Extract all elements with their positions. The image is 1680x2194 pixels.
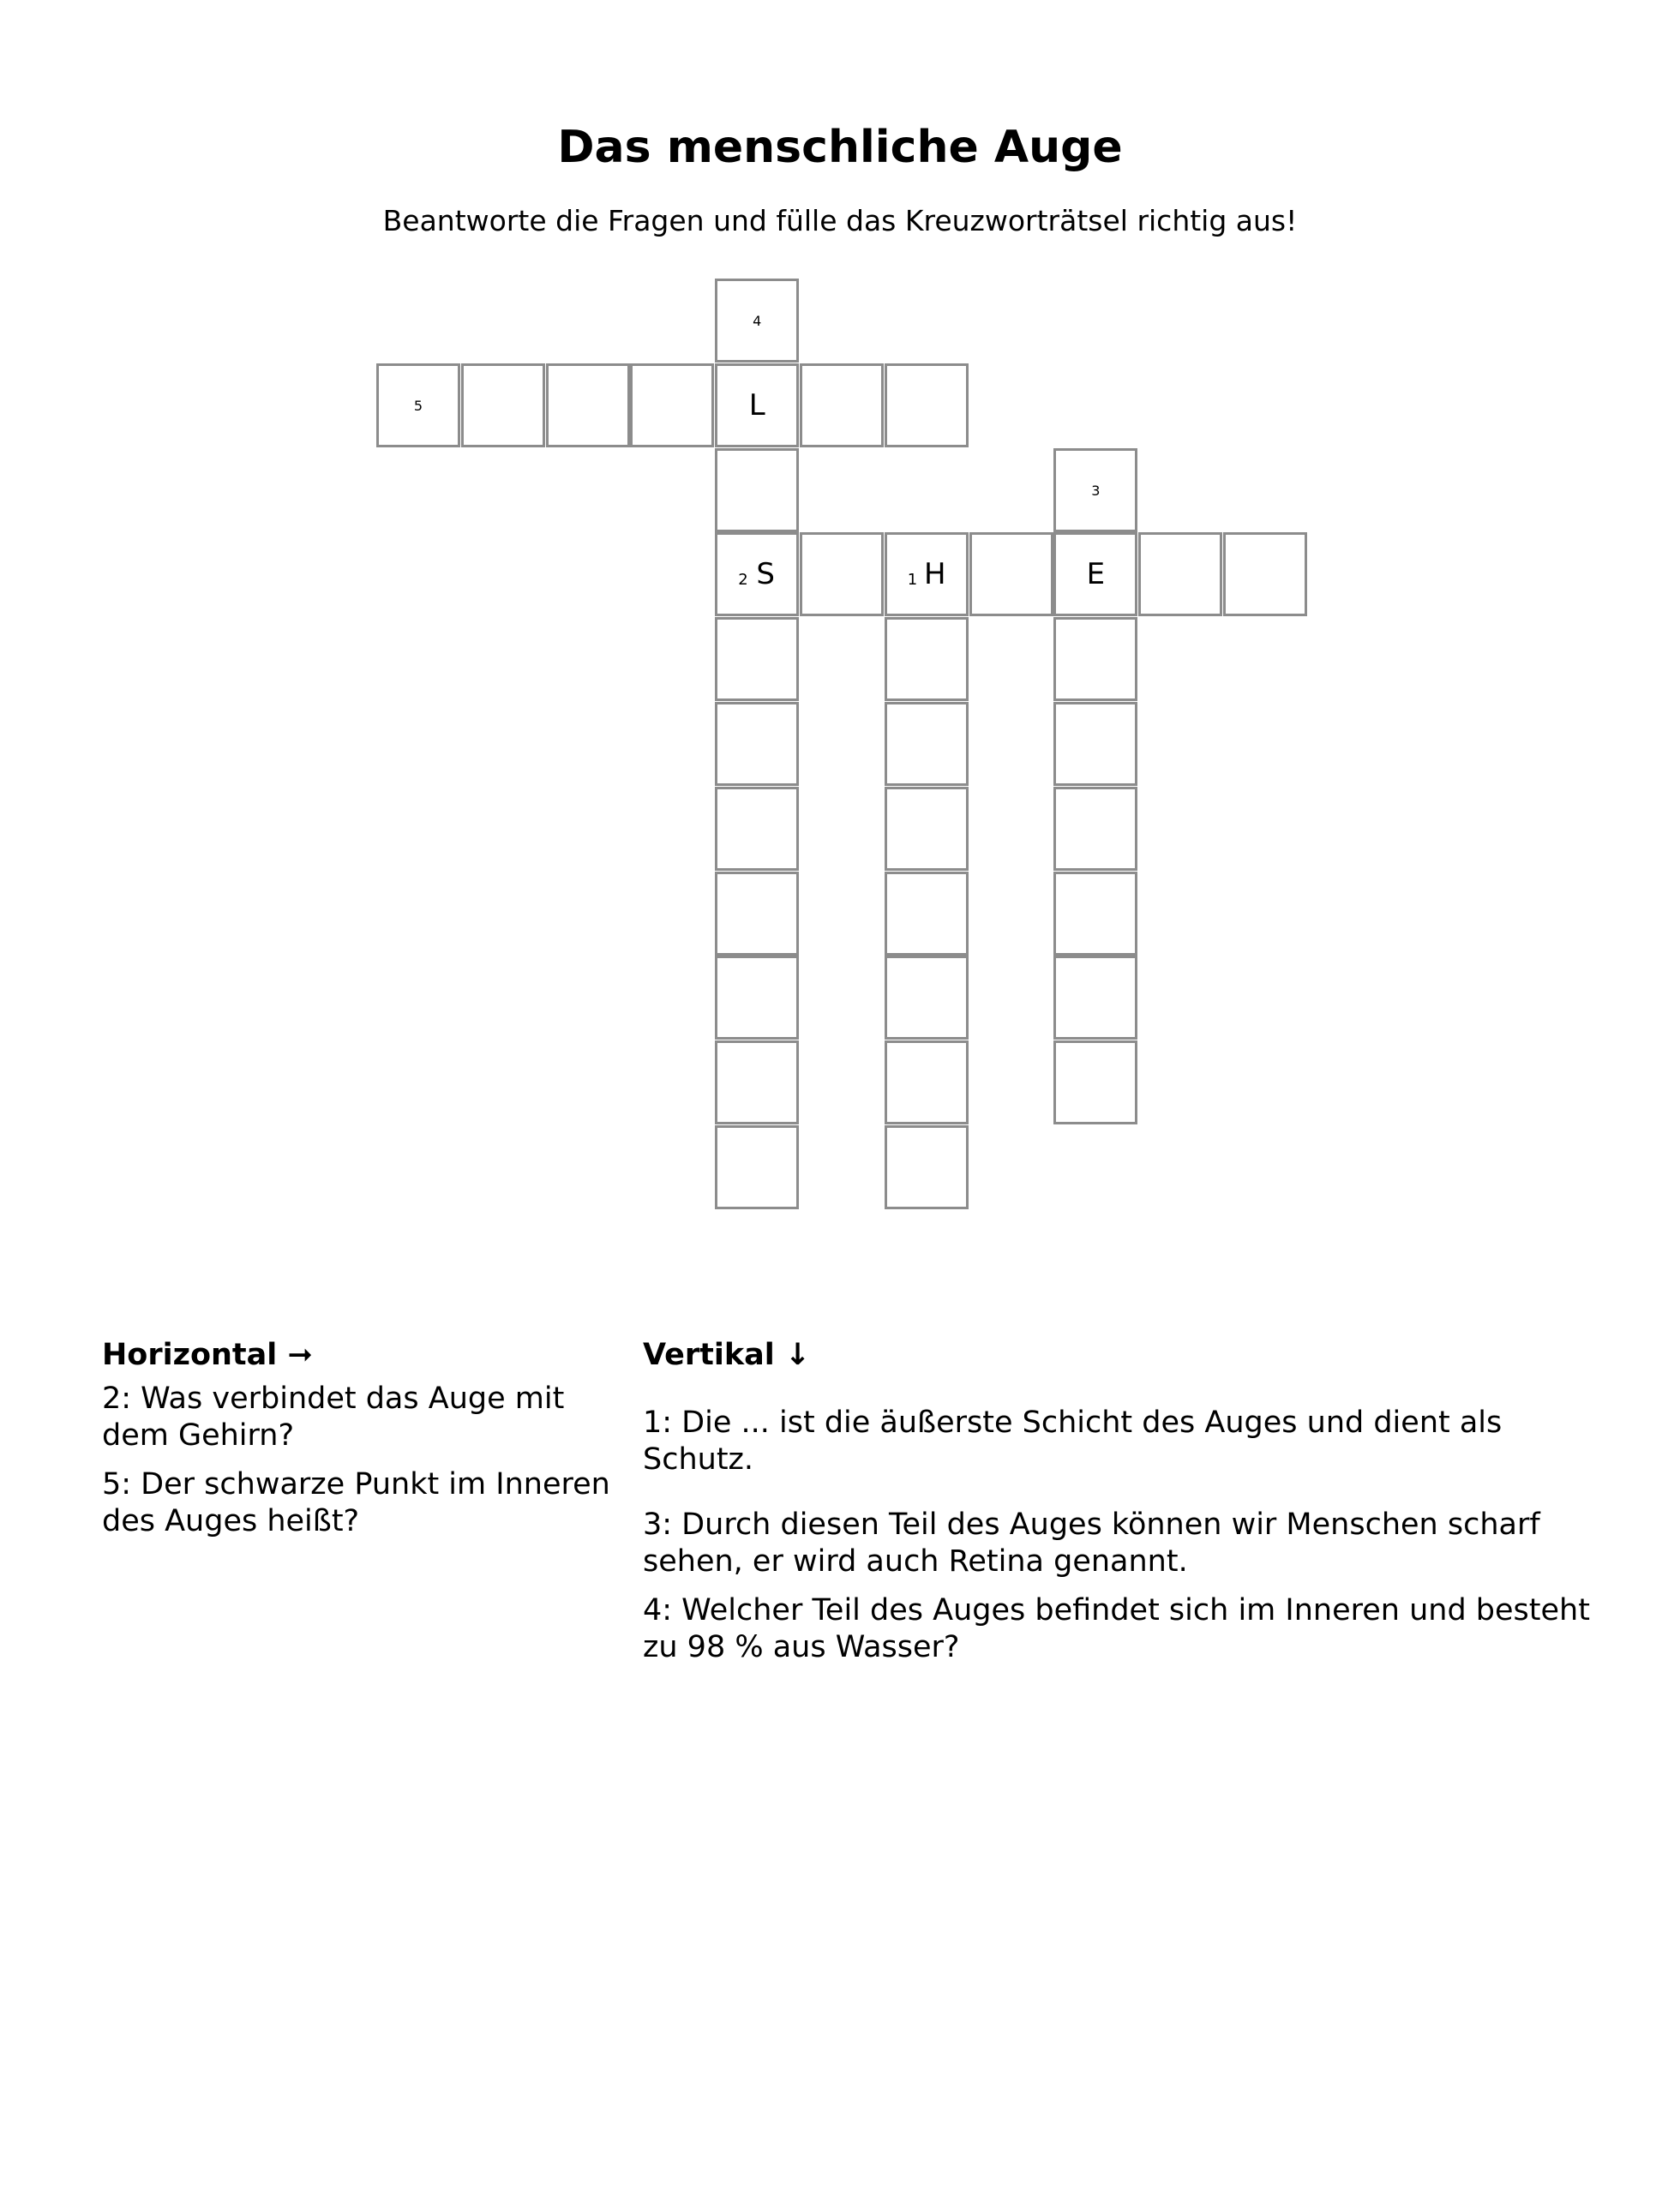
crossword-cell[interactable]: [715, 1040, 799, 1124]
crossword-cell[interactable]: [800, 363, 884, 447]
crossword-cell[interactable]: [885, 532, 969, 616]
crossword-cell[interactable]: [715, 956, 799, 1040]
given-letter: L: [748, 387, 765, 423]
horizontal-clues: [102, 1337, 625, 1552]
clue-1: 1: Die ... ist die äußerste Schicht des Auges und dient als Schutz.: [643, 1406, 1503, 1477]
vertical-clues: [643, 1337, 1611, 1678]
crossword-cell[interactable]: [715, 1125, 799, 1209]
clue-2: 2: Was verbindet das Auge mit dem Gehirn?: [102, 1382, 565, 1453]
clue-4: 4: Welcher Teil des Auges befindet sich im Inneren und besteht zu 98 % aus Wasser?: [643, 1593, 1590, 1664]
clue-3: 3: Durch diesen Teil des Auges können wir Menschen scharf sehen, er wird auch Retina genannt.: [643, 1508, 1540, 1579]
crossword-cell[interactable]: [885, 617, 969, 701]
crossword-cell[interactable]: [885, 787, 969, 871]
vertical-heading: Vertikal ↓: [643, 1338, 811, 1372]
crossword-cell[interactable]: [885, 956, 969, 1040]
crossword-cell[interactable]: [715, 279, 799, 363]
crossword-cell[interactable]: [1053, 872, 1137, 956]
crossword-cell[interactable]: [1138, 532, 1222, 616]
crossword-cell[interactable]: [1053, 617, 1137, 701]
given-letter: E: [1086, 557, 1106, 592]
crossword-cell[interactable]: [885, 1040, 969, 1124]
crossword-cell[interactable]: [715, 702, 799, 786]
crossword-cell[interactable]: [715, 617, 799, 701]
crossword-cell[interactable]: [1053, 1040, 1137, 1124]
instructions: Beantworte die Fragen und fülle das Kreuzworträtsel richtig aus!: [382, 204, 1298, 237]
clue-5: 5: Der schwarze Punkt im Inneren des Auges heißt?: [102, 1467, 610, 1538]
horizontal-heading: Horizontal ➞: [102, 1338, 313, 1372]
crossword-cell[interactable]: [1053, 448, 1137, 532]
given-letter: H: [924, 557, 946, 592]
crossword-cell[interactable]: [546, 363, 630, 447]
crossword-cell[interactable]: [885, 872, 969, 956]
clue-number: 4: [753, 313, 762, 329]
crossword-cell[interactable]: [715, 363, 799, 447]
crossword-cell[interactable]: [461, 363, 545, 447]
clue-number: 2: [738, 571, 748, 590]
clue-number: 3: [1091, 482, 1101, 499]
crossword-cell[interactable]: [1053, 787, 1137, 871]
crossword-cell[interactable]: [885, 1125, 969, 1209]
clue-number: 1: [907, 571, 918, 590]
given-letter: S: [756, 557, 775, 592]
crossword-cell[interactable]: [715, 872, 799, 956]
clue-number: 5: [413, 397, 423, 414]
crossword-cell[interactable]: [715, 532, 799, 616]
crossword-cell[interactable]: [376, 363, 460, 447]
crossword-cell[interactable]: [715, 448, 799, 532]
crossword-cell[interactable]: [1223, 532, 1307, 616]
crossword-cell[interactable]: [969, 532, 1053, 616]
crossword-cell[interactable]: [1053, 532, 1137, 616]
crossword-cell[interactable]: [630, 363, 714, 447]
crossword-cell[interactable]: [715, 787, 799, 871]
crossword-cell[interactable]: [885, 702, 969, 786]
crossword-cell[interactable]: [1053, 702, 1137, 786]
crossword-cell[interactable]: [800, 532, 884, 616]
page-title: Das menschliche Auge: [557, 122, 1123, 173]
crossword-cell[interactable]: [1053, 956, 1137, 1040]
crossword-cell[interactable]: [885, 363, 969, 447]
